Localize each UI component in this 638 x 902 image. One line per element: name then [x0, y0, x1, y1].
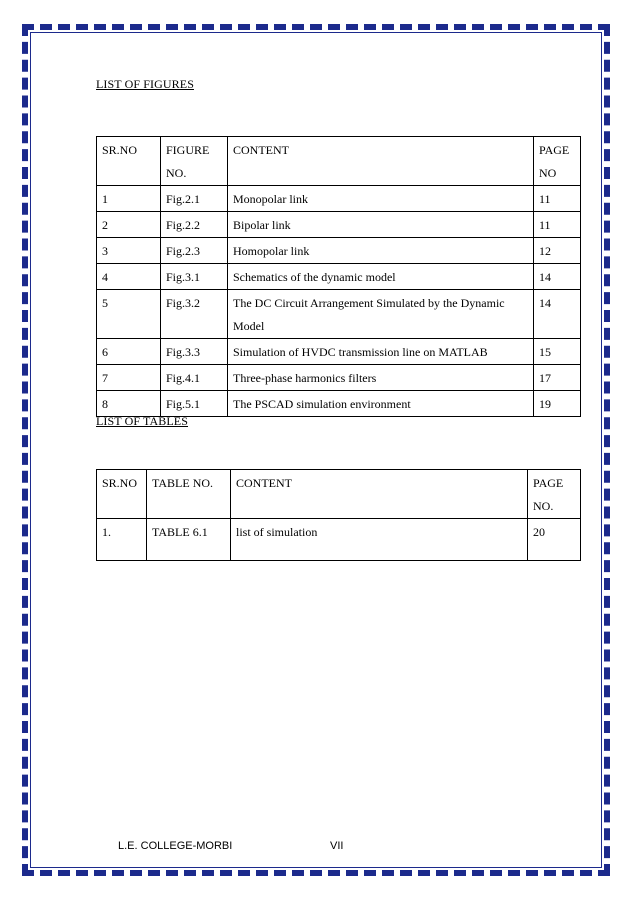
table-row	[97, 186, 581, 212]
cell-figure: Fig.2.2	[161, 212, 228, 238]
cell-figure: Fig.3.1	[161, 264, 228, 290]
cell-sr: 6	[97, 339, 161, 365]
table-row	[97, 339, 581, 365]
header-page: PAGE NO	[534, 137, 581, 186]
figures-table	[96, 136, 581, 417]
tables-heading: LIST OF TABLES	[96, 414, 189, 428]
cell-page: 20	[528, 519, 581, 561]
cell-sr: 1	[97, 186, 161, 212]
header-content: CONTENT	[228, 137, 534, 186]
cell-content: Homopolar link	[228, 238, 534, 264]
cell-figure: Fig.3.2	[161, 290, 228, 339]
table-row	[97, 365, 581, 391]
table-row	[97, 391, 581, 417]
header-sr: SR.NO	[97, 470, 147, 519]
cell-content: list of simulation	[231, 519, 528, 561]
cell-sr: 7	[97, 365, 161, 391]
cell-page: 14	[534, 290, 581, 339]
header-table: TABLE NO.	[147, 470, 231, 519]
cell-content: Monopolar link	[228, 186, 534, 212]
cell-figure: Fig.2.3	[161, 238, 228, 264]
cell-sr: 1.	[97, 519, 147, 561]
footer-college: L.E. COLLEGE-MORBI	[118, 840, 233, 852]
cell-sr: 2	[97, 212, 161, 238]
cell-sr: 5	[97, 290, 161, 339]
cell-sr: 8	[97, 391, 161, 417]
header-content: CONTENT	[231, 470, 528, 519]
cell-sr: 3	[97, 238, 161, 264]
cell-content: The PSCAD simulation environment	[228, 391, 534, 417]
cell-content: Three-phase harmonics filters	[228, 365, 534, 391]
table-row	[97, 290, 581, 339]
header-page: PAGE NO.	[528, 470, 581, 519]
figures-heading: LIST OF FIGURES	[96, 77, 194, 91]
cell-figure: Fig.4.1	[161, 365, 228, 391]
table-row	[97, 238, 581, 264]
cell-content: The DC Circuit Arrangement Simulated by the Dynamic Model	[228, 290, 534, 339]
cell-table: TABLE 6.1	[147, 519, 231, 561]
cell-figure: Fig.3.3	[161, 339, 228, 365]
cell-figure: Fig.5.1	[161, 391, 228, 417]
table-row	[97, 264, 581, 290]
cell-page: 11	[534, 212, 581, 238]
cell-sr: 4	[97, 264, 161, 290]
cell-figure: Fig.2.1	[161, 186, 228, 212]
cell-page: 14	[534, 264, 581, 290]
header-figure: FIGURE NO.	[161, 137, 228, 186]
cell-page: 12	[534, 238, 581, 264]
cell-page: 19	[534, 391, 581, 417]
cell-page: 17	[534, 365, 581, 391]
cell-content: Bipolar link	[228, 212, 534, 238]
footer-page-number: VII	[330, 840, 344, 852]
header-sr: SR.NO	[97, 137, 161, 186]
tables-table	[96, 469, 581, 561]
cell-content: Simulation of HVDC transmission line on MATLAB	[228, 339, 534, 365]
table-header-row	[97, 470, 581, 519]
cell-page: 11	[534, 186, 581, 212]
table-row	[97, 519, 581, 561]
table-header-row	[97, 137, 581, 186]
cell-content: Schematics of the dynamic model	[228, 264, 534, 290]
cell-page: 15	[534, 339, 581, 365]
table-row	[97, 212, 581, 238]
